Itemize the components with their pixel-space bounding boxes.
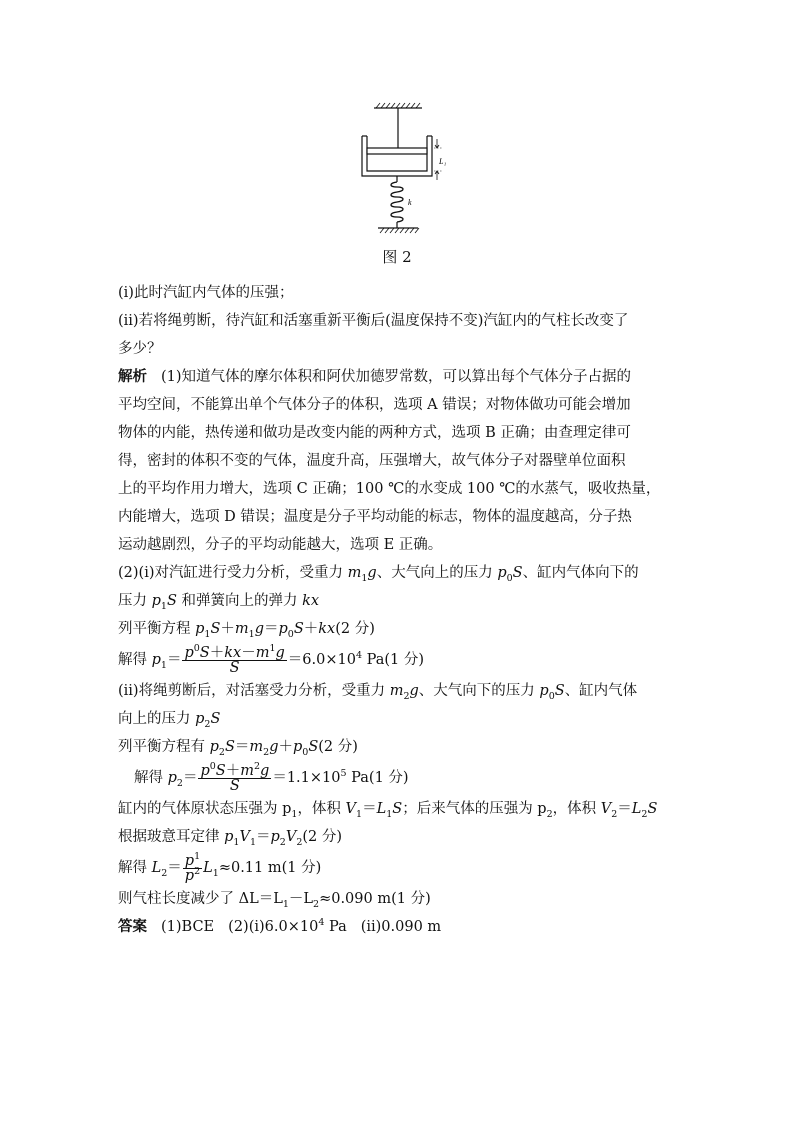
question-i: (ⅰ)此时汽缸内气体的压强； — [118, 285, 294, 301]
question-ii-line1: (ⅱ)若将绳剪断，待汽缸和活塞重新平衡后(温度保持不变)汽缸内的气柱长改变了 — [118, 313, 629, 329]
analysis-line — [118, 363, 683, 391]
analysis-line: 运动越剧烈，分子的平均动能越大，选项 E 正确。 — [118, 537, 443, 553]
k-label: k — [408, 198, 412, 207]
equation-2: 列平衡方程有 $p_2S=m_2g+p_0S(2$ 分) — [118, 739, 358, 758]
analysis-line: 平均空间，不能算出单个气体分子的体积，选项 A 错误；对物体做功可能会增加 — [118, 397, 631, 413]
boyle-law: 根据玻意耳定律 $p_1V_1=p_2V_2(2$ 分) — [118, 829, 343, 848]
l1-label: L₁ — [439, 157, 447, 166]
question-ii-line2: 多少？ — [118, 341, 162, 357]
analysis-text: (1)知道气体的摩尔体积和阿伏加德罗常数，可以算出每个气体分子占据的 — [161, 369, 632, 385]
answer-label: 答案 — [118, 918, 147, 935]
part2-ii-line2: 向上的压力 $p_2S$ — [118, 711, 221, 730]
cylinder-spring-diagram — [360, 98, 450, 240]
analysis-line: 物体的内能，热传递和做功是改变内能的两种方式，选项 B 正确；由查理定律可 — [118, 425, 631, 441]
part2-ii-line1: (ⅱ)将绳剪断后，对活塞受力分析，受重力 $m_2g$、大气向下的压力 $p_0S$、缸内气体 — [118, 683, 638, 702]
part2-i-line2: 压力 $p_1S$ 和弹簧向上的弹力 kx — [118, 593, 320, 612]
state-description: 缸内的气体原状态压强为 $p_1$，体积 $V_1=L_1S$；后来气体的压强为 $p_2$，体积 $V_2=L_2S$ — [118, 801, 658, 820]
analysis-line: 上的平均作用力增大，选项 C 正确；100 ℃的水变成 100 ℃的水蒸气，吸收热量， — [118, 481, 661, 497]
final-result: 则气柱长度减少了 $\Delta L=L_1-L_2\approx 0.090$ m(1 分) — [118, 891, 431, 910]
figure-caption: 图 2 — [382, 248, 412, 266]
result-2: 解得 $p_2=$ $\frac{p^0S+m^2g}{S}$ $=1.1\times 10^5$ Pa(1 分) — [134, 760, 409, 794]
analysis-label: 解析 — [118, 368, 147, 385]
analysis-line: 得，密封的体积不变的气体，温度升高，压强增大，故气体分子对器壁单位面积 — [118, 453, 626, 469]
result-1: 解得 $p_1=$ $\frac{p^0S+kx-m^1g}{S}$ $=6.0\times 10^4$ Pa(1 分) — [118, 642, 425, 676]
document-body — [118, 279, 683, 941]
answer-line: 答案 (1)BCE $(2)(ⅰ)6.0\times 10^4$ Pa (ⅱ)0.090 m — [118, 917, 442, 935]
analysis-line: 内能增大，选项 D 错误；温度是分子平均动能的标志，物体的温度越高，分子热 — [118, 509, 632, 525]
part2-i-line1: (2)(ⅰ)对汽缸进行受力分析，受重力 $m_1g$、大气向上的压力 $p_0S$、缸内气体向下的 — [118, 565, 639, 584]
result-3: 解得 $L_2=$ $\frac{p^1}{p^2}$ $L_1\approx 0.11$ m(1 分) — [118, 850, 322, 884]
equation-1: 列平衡方程 $p_1S+m_1g=p_0S+kx(2$ 分) — [118, 621, 375, 640]
